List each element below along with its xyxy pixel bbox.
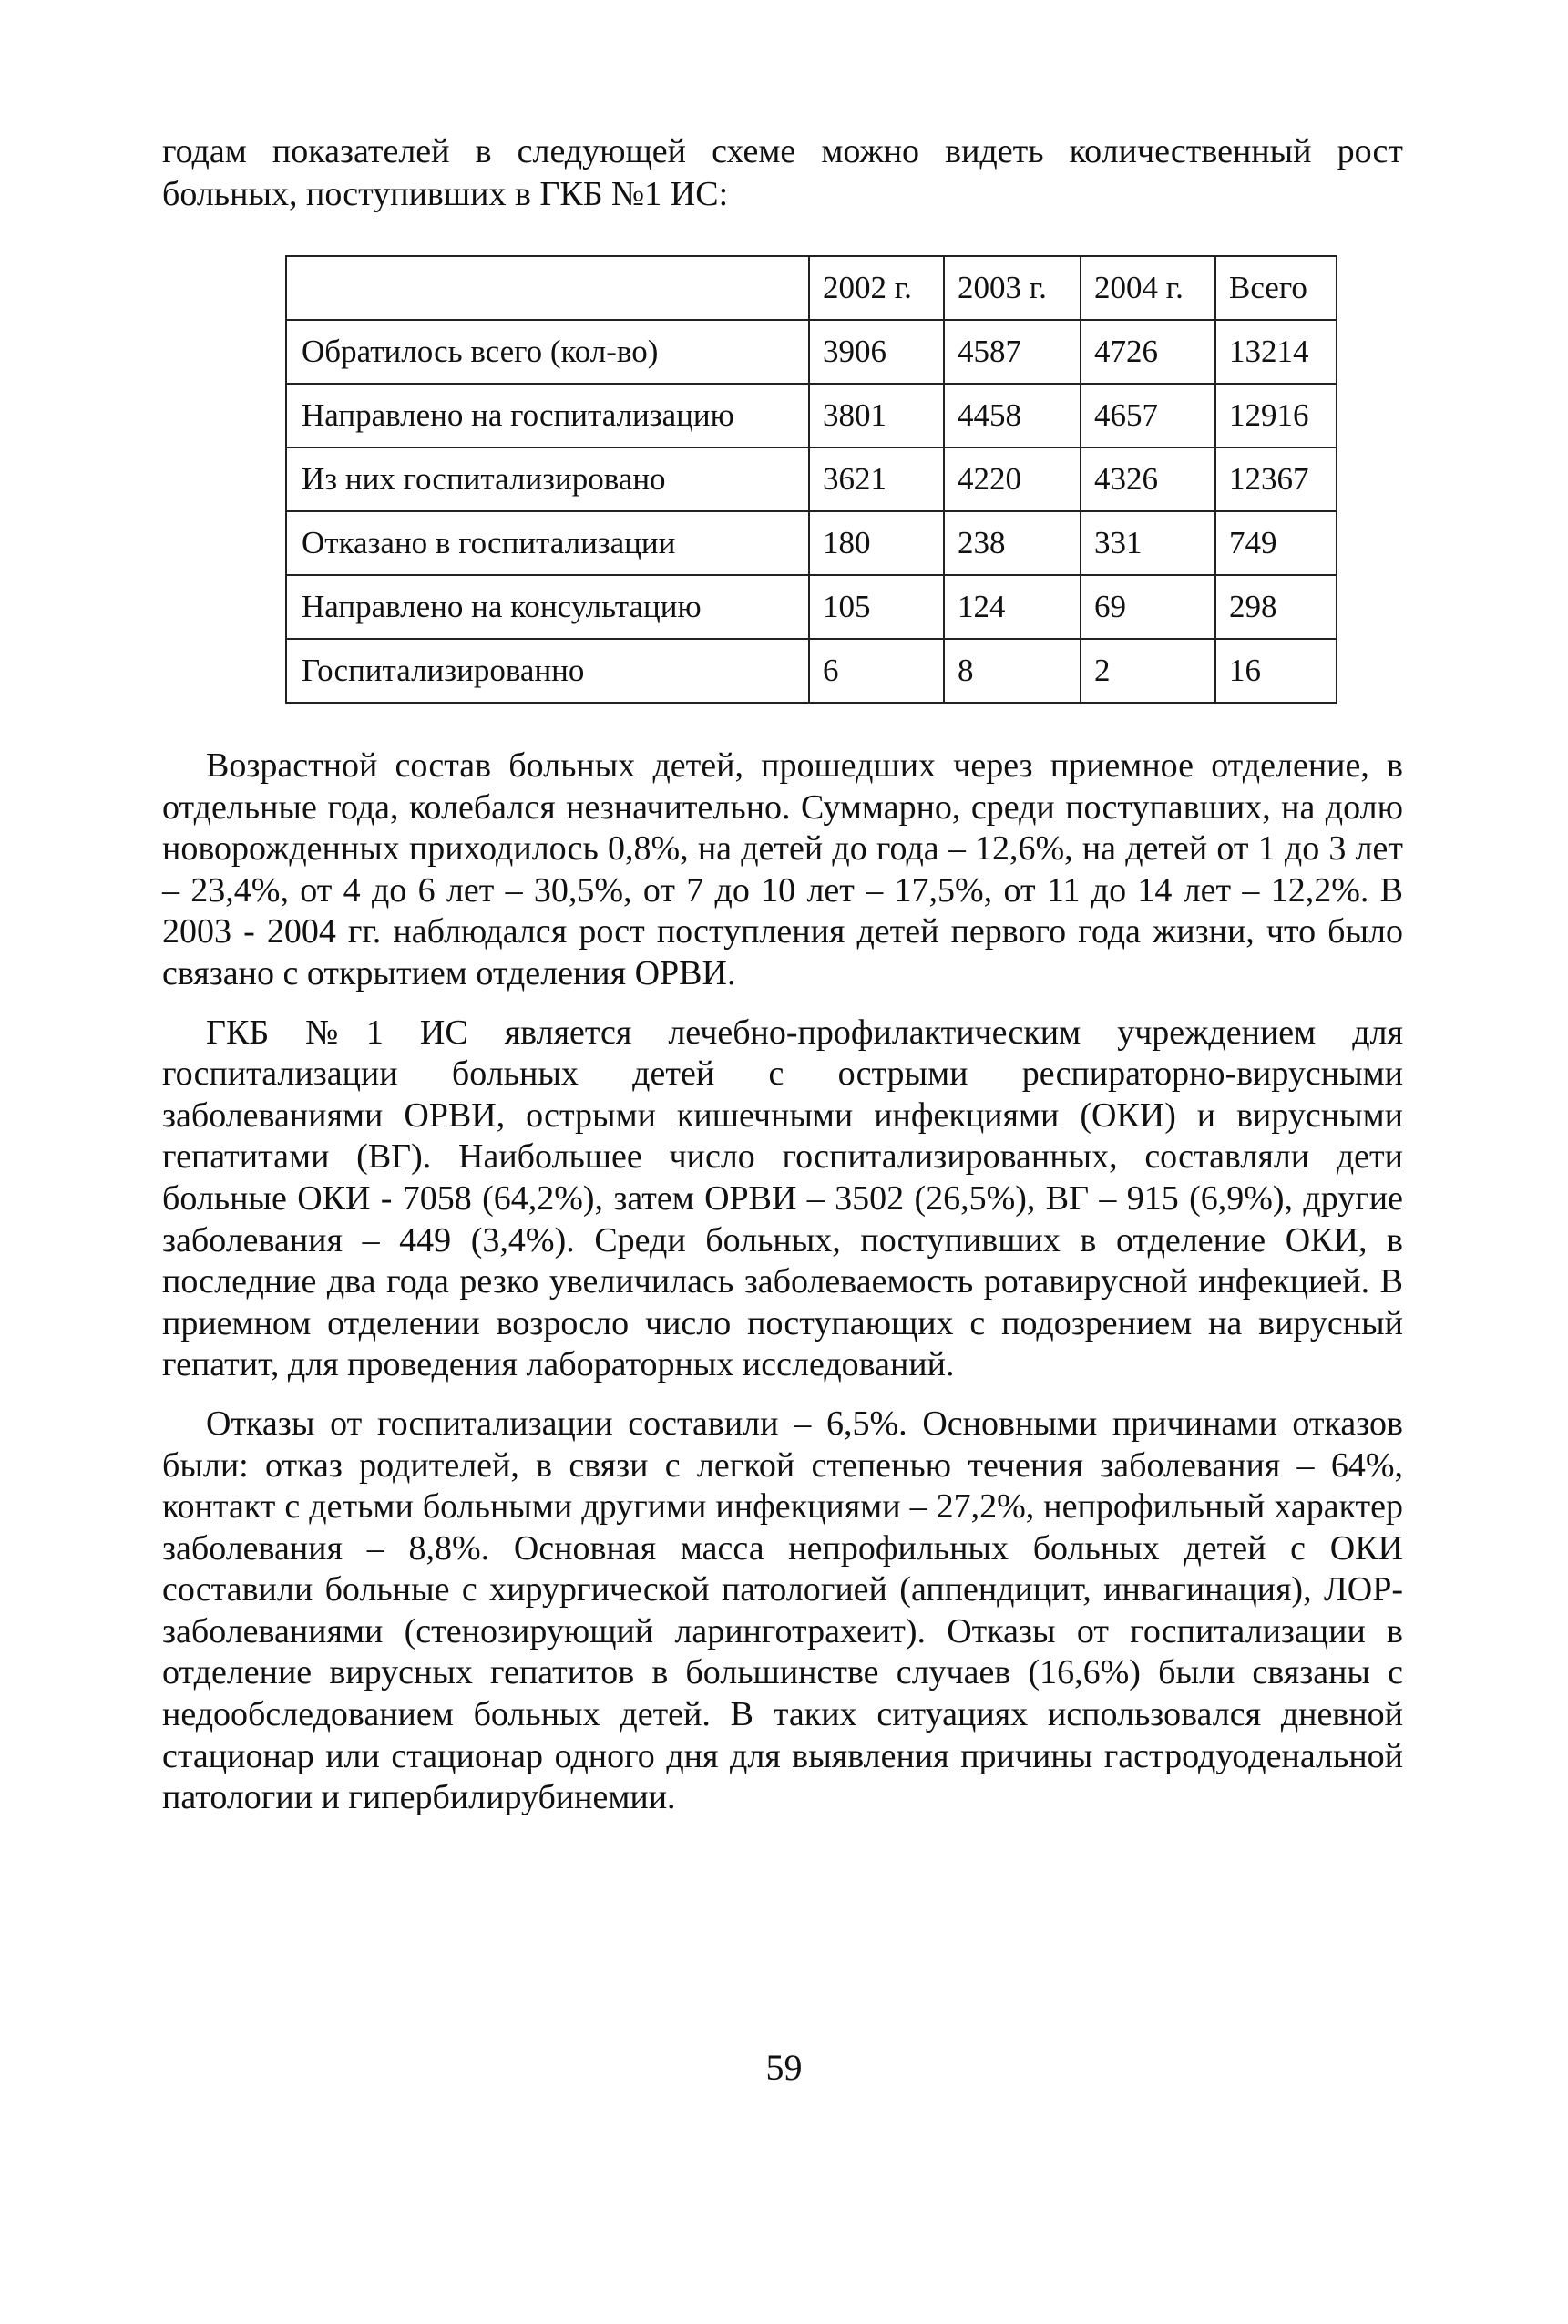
cell-2002: 6 [809,639,944,703]
header-cell-empty [286,256,809,320]
row-label: Отказано в госпитализации [286,511,809,575]
header-cell-2004: 2004 г. [1081,256,1215,320]
table-row [286,447,1337,511]
cell-2003: 8 [944,639,1081,703]
statistics-table [285,255,1337,704]
header-cell-total: Всего [1215,256,1337,320]
table-row [286,639,1337,703]
cell-2003: 238 [944,511,1081,575]
cell-2004: 4326 [1081,447,1215,511]
cell-2003: 4220 [944,447,1081,511]
table-row [286,511,1337,575]
cell-2003: 124 [944,575,1081,639]
cell-2004: 4726 [1081,320,1215,384]
cell-2004: 331 [1081,511,1215,575]
cell-total: 13214 [1215,320,1337,384]
intro-paragraph: годам показателей в следующей схеме можно видеть количественный рост больных, поступивших в ГКБ №1 ИС: [162,132,1403,213]
cell-2003: 4587 [944,320,1081,384]
cell-2002: 180 [809,511,944,575]
cell-total: 12916 [1215,384,1337,447]
paragraph-hospital-profile: ГКБ №1 ИС является лечебно-профилактическим учреждением для госпитализации больных детей с острыми респираторно-вирусными заболеваниями ОРВИ, острыми кишечными инфекциями (ОКИ) и вирусными гепатитами (ВГ). Наибольшее число госпитализированных, составляли дети больные ОКИ - 7058 (64,2%), затем ОРВИ – 3502 (26,5%), ВГ – 915 (6,9%), другие заболевания – 449 (3,4%). Среди больных, поступивших в отделение ОКИ, в последние два года резко увеличилась заболеваемость ротавирусной инфекцией. В приемном отделении возросло число поступающих с подозрением на вирусный гепатит, для проведения лабораторных исследований. [162,1013,1403,1384]
table-row [286,320,1337,384]
cell-2002: 3621 [809,447,944,511]
table-row [286,384,1337,447]
cell-total: 298 [1215,575,1337,639]
cell-total: 16 [1215,639,1337,703]
paragraph-refusals: Отказы от госпитализации составили – 6,5%. Основными причинами отказов были: отказ родителей, в связи с легкой степенью течения заболевания – 64%, контакт с детьми больными другими инфекциями – 27,2%, непрофильный характер заболевания – 8,8%. Основная масса непрофильных больных детей с ОКИ составили больные с хирургической патологией (аппендицит, инвагинация), ЛОР-заболеваниями (стенозирующий ларинготрахеит). Отказы от госпитализации в отделение вирусных гепатитов в большинстве случаев (16,6%) были связаны с недообследованием больных детей. В таких ситуациях использовался дневной стационар или стационар одного дня для выявления причины гастродуоденальной патологии и гипербилирубинемии. [162,1404,1403,1817]
header-cell-2002: 2002 г. [809,256,944,320]
row-label: Направлено на консультацию [286,575,809,639]
cell-2003: 4458 [944,384,1081,447]
page-number: 59 [765,2047,803,2088]
row-label: Из них госпитализировано [286,447,809,511]
table-row [286,575,1337,639]
body-text [162,746,1403,1836]
cell-total: 749 [1215,511,1337,575]
row-label: Госпитализированно [286,639,809,703]
cell-2004: 4657 [1081,384,1215,447]
cell-2002: 3906 [809,320,944,384]
row-label: Направлено на госпитализацию [286,384,809,447]
paragraph-age-composition: Возрастной состав больных детей, прошедших через приемное отделение, в отдельные года, колебался незначительно. Суммарно, среди поступавших, на долю новорожденных приходилось 0,8%, на детей до года – 12,6%, на детей от 1 до 3 лет – 23,4%, от 4 до 6 лет – 30,5%, от 7 до 10 лет – 17,5%, от 11 до 14 лет – 12,2%. В 2003 - 2004 гг. наблюдался рост поступления детей первого года жизни, что было связано с открытием отделения ОРВИ. [162,746,1403,992]
cell-total: 12367 [1215,447,1337,511]
row-label: Обратилось всего (кол-во) [286,320,809,384]
cell-2004: 2 [1081,639,1215,703]
cell-2002: 105 [809,575,944,639]
header-cell-2003: 2003 г. [944,256,1081,320]
cell-2004: 69 [1081,575,1215,639]
cell-2002: 3801 [809,384,944,447]
table-header-row [286,256,1337,320]
